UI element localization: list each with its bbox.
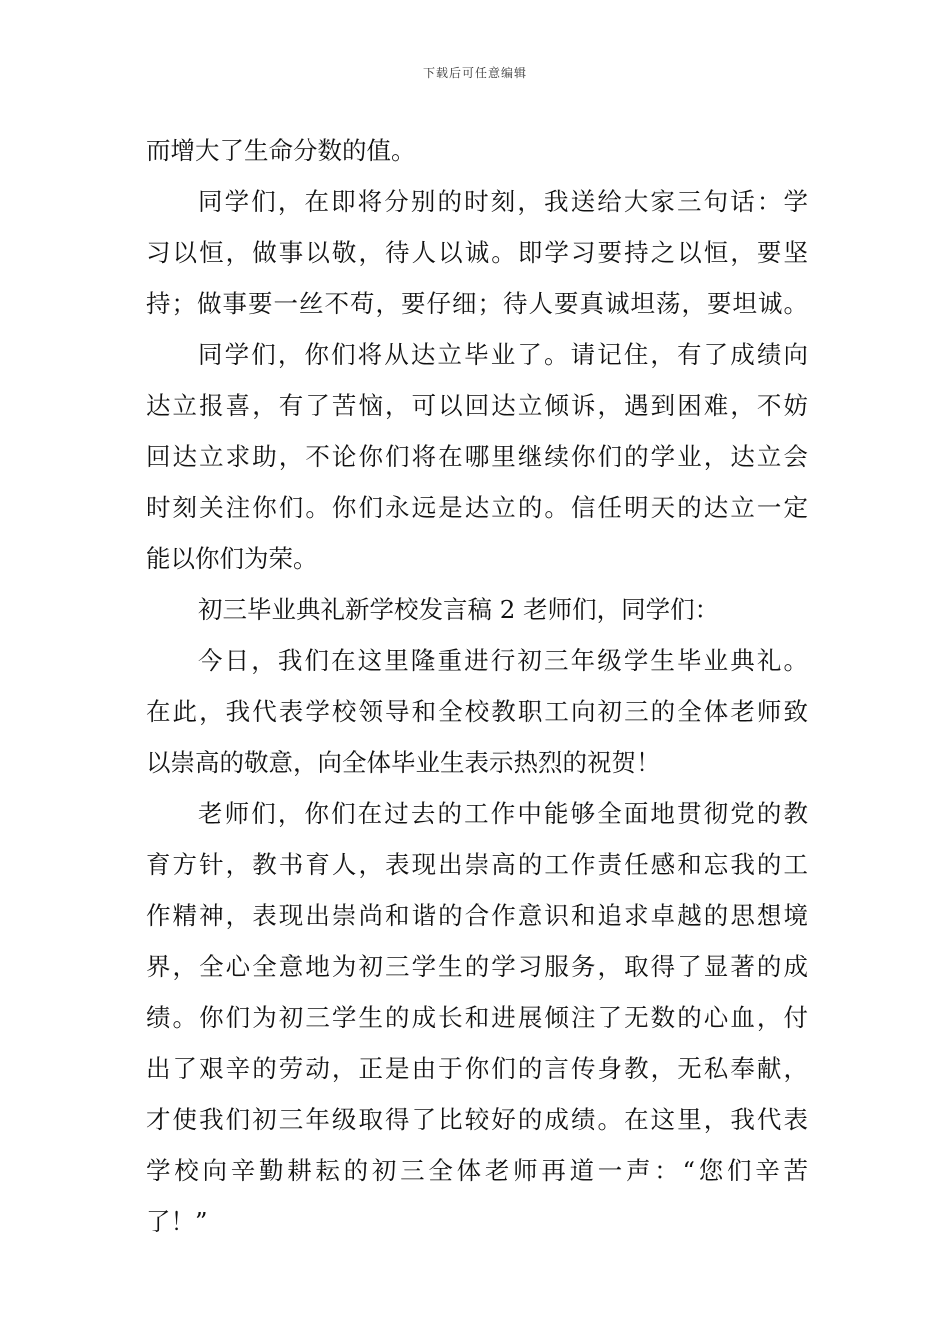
text-line: 界，全心全意地为初三学生的学习服务，取得了显著的成	[146, 952, 808, 981]
text-line: 达立报喜，有了苦恼，可以回达立倾诉，遇到困难，不妨	[146, 391, 808, 420]
text-line: 才使我们初三年级取得了比较好的成绩。在这里，我代表	[146, 1105, 808, 1134]
text-line: 同学们，在即将分别的时刻，我送给大家三句话：学	[198, 187, 808, 216]
document-body	[146, 125, 808, 1247]
text-line: 育方针，教书育人，表现出崇高的工作责任感和忘我的工	[146, 850, 808, 879]
text-line: 而增大了生命分数的值。	[146, 136, 416, 165]
page-header: 下载后可任意编辑	[422, 66, 527, 80]
text-line: 在此，我代表学校领导和全校教职工向初三的全体老师致	[146, 697, 808, 726]
text-line: 以崇高的敬意，向全体毕业生表示热烈的祝贺！	[146, 748, 661, 777]
text-line: 同学们，你们将从达立毕业了。请记住，有了成绩向	[198, 340, 808, 369]
text-line: 持；做事要一丝不苟，要仔细；待人要真诚坦荡，要坦诚。	[146, 289, 808, 318]
text-line: 初三毕业典礼新学校发言稿 2 老师们，同学们：	[198, 595, 720, 624]
text-line: 绩。你们为初三学生的成长和进展倾注了无数的心血，付	[146, 1003, 808, 1032]
text-line: 今日，我们在这里隆重进行初三年级学生毕业典礼。	[198, 646, 808, 675]
text-line: 习以恒，做事以敬，待人以诚。即学习要持之以恒，要坚	[146, 238, 808, 267]
text-line: 能以你们为荣。	[146, 544, 318, 573]
text-line: 时刻关注你们。你们永远是达立的。信任明天的达立一定	[146, 493, 808, 522]
text-line: 学校向辛勤耕耘的初三全体老师再道一声：“您们辛苦	[146, 1156, 808, 1185]
text-line: 作精神，表现出崇尚和谐的合作意识和追求卓越的思想境	[146, 901, 808, 930]
text-line: 老师们，你们在过去的工作中能够全面地贯彻党的教	[198, 799, 808, 828]
text-line: 回达立求助，不论你们将在哪里继续你们的学业，达立会	[146, 442, 808, 471]
text-line: 了！”	[146, 1207, 208, 1236]
text-line: 出了艰辛的劳动，正是由于你们的言传身教，无私奉献，	[146, 1054, 808, 1083]
